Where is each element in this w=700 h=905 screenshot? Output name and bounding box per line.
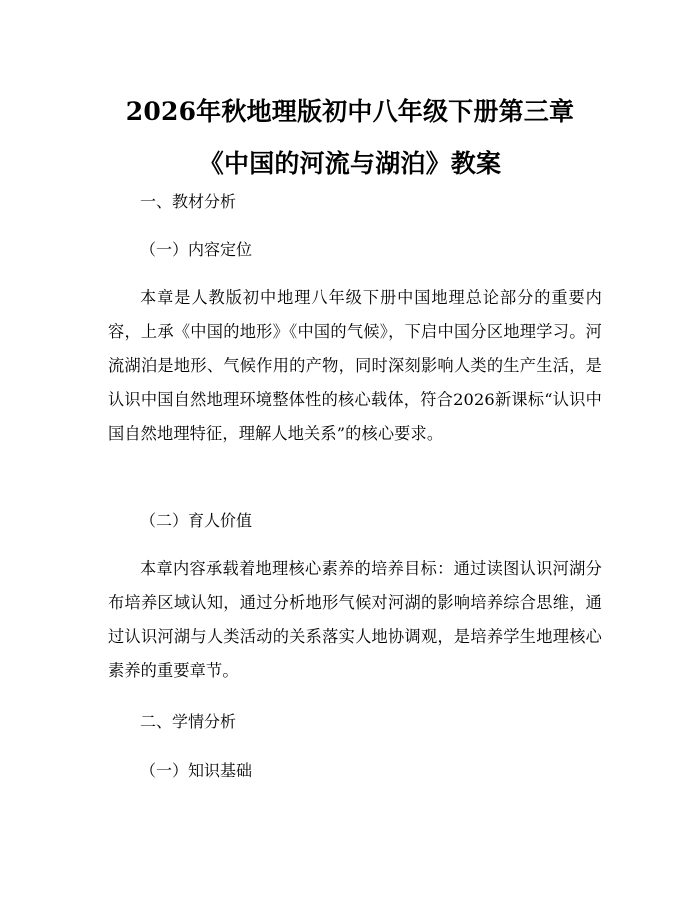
- paragraph-content-positioning: 本章是人教版初中地理八年级下册中国地理总论部分的重要内容，上承《中国的地形》《中国的气候》，下启中国分区地理学习。河流湖泊是地形、气候作用的产物，同时深刻影响人类的生产生活，是认识中国自然地理环境整体性的核心载体，符合2026新课标“认识中国自然地理特征，理解人地关系”的核心要求。: [108, 288, 602, 443]
- subsection-heading-educational-value: （二）育人价值: [140, 511, 253, 530]
- section-heading-textbook-analysis: 一、教材分析: [140, 192, 237, 211]
- subsection-heading-content-positioning: （一）内容定位: [140, 240, 253, 259]
- document-title: 2026年秋地理版初中八年级下册第三章《中国的河流与湖泊》教案: [125, 97, 575, 178]
- subsection-heading-knowledge-foundation: （一）知识基础: [140, 761, 253, 780]
- section-heading-learner-analysis: 二、学情分析: [140, 712, 237, 731]
- paragraph-educational-value: 本章内容承载着地理核心素养的培养目标：通过读图认识河湖分布培养区域认知，通过分析地形气候对河湖的影响培养综合思维，通过认识河湖与人类活动的关系落实人地协调观，是培养学生地理核心素养的重要章节。: [108, 559, 602, 680]
